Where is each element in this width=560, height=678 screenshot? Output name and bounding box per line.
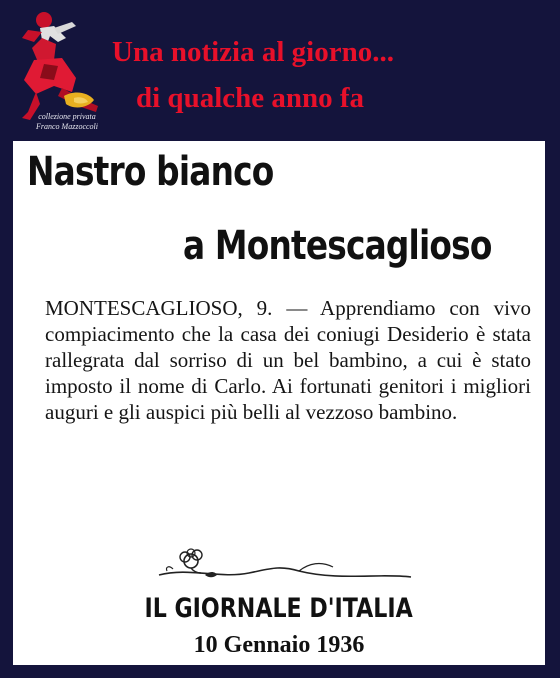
newspaper-name — [13, 593, 545, 624]
logo-caption-collection: collezione privata — [38, 112, 96, 121]
article-title-line-1: Nastro bianco — [27, 149, 274, 195]
headline-line-2: di qualche anno fa — [136, 82, 365, 114]
logo-caption-owner: Franco Mazzoccoli — [36, 122, 98, 131]
headline-line-1: Una notizia al giorno... — [112, 36, 394, 68]
article-body: MONTESCAGLIOSO, 9. — Apprendiamo con vivo compiacimento che la casa dei coniugi Desiderio è stata rallegrata dal sorriso di un bel bambino, a cui è stato imposto il nome di Carlo. Ai fortunati genitori i migliori auguri e gli auspici più belli al vezzoso bambino. — [45, 296, 531, 424]
article-title-line-2: a Montescaglioso — [183, 223, 492, 269]
newspaper-clipping — [13, 141, 545, 665]
publication-date: 10 Gennaio 1936 — [193, 632, 365, 658]
newspaper-name-text: IL GIORNALE D'ITALIA — [144, 593, 414, 624]
flower-vine-ornament-icon — [149, 545, 419, 589]
header-banner — [0, 0, 560, 140]
